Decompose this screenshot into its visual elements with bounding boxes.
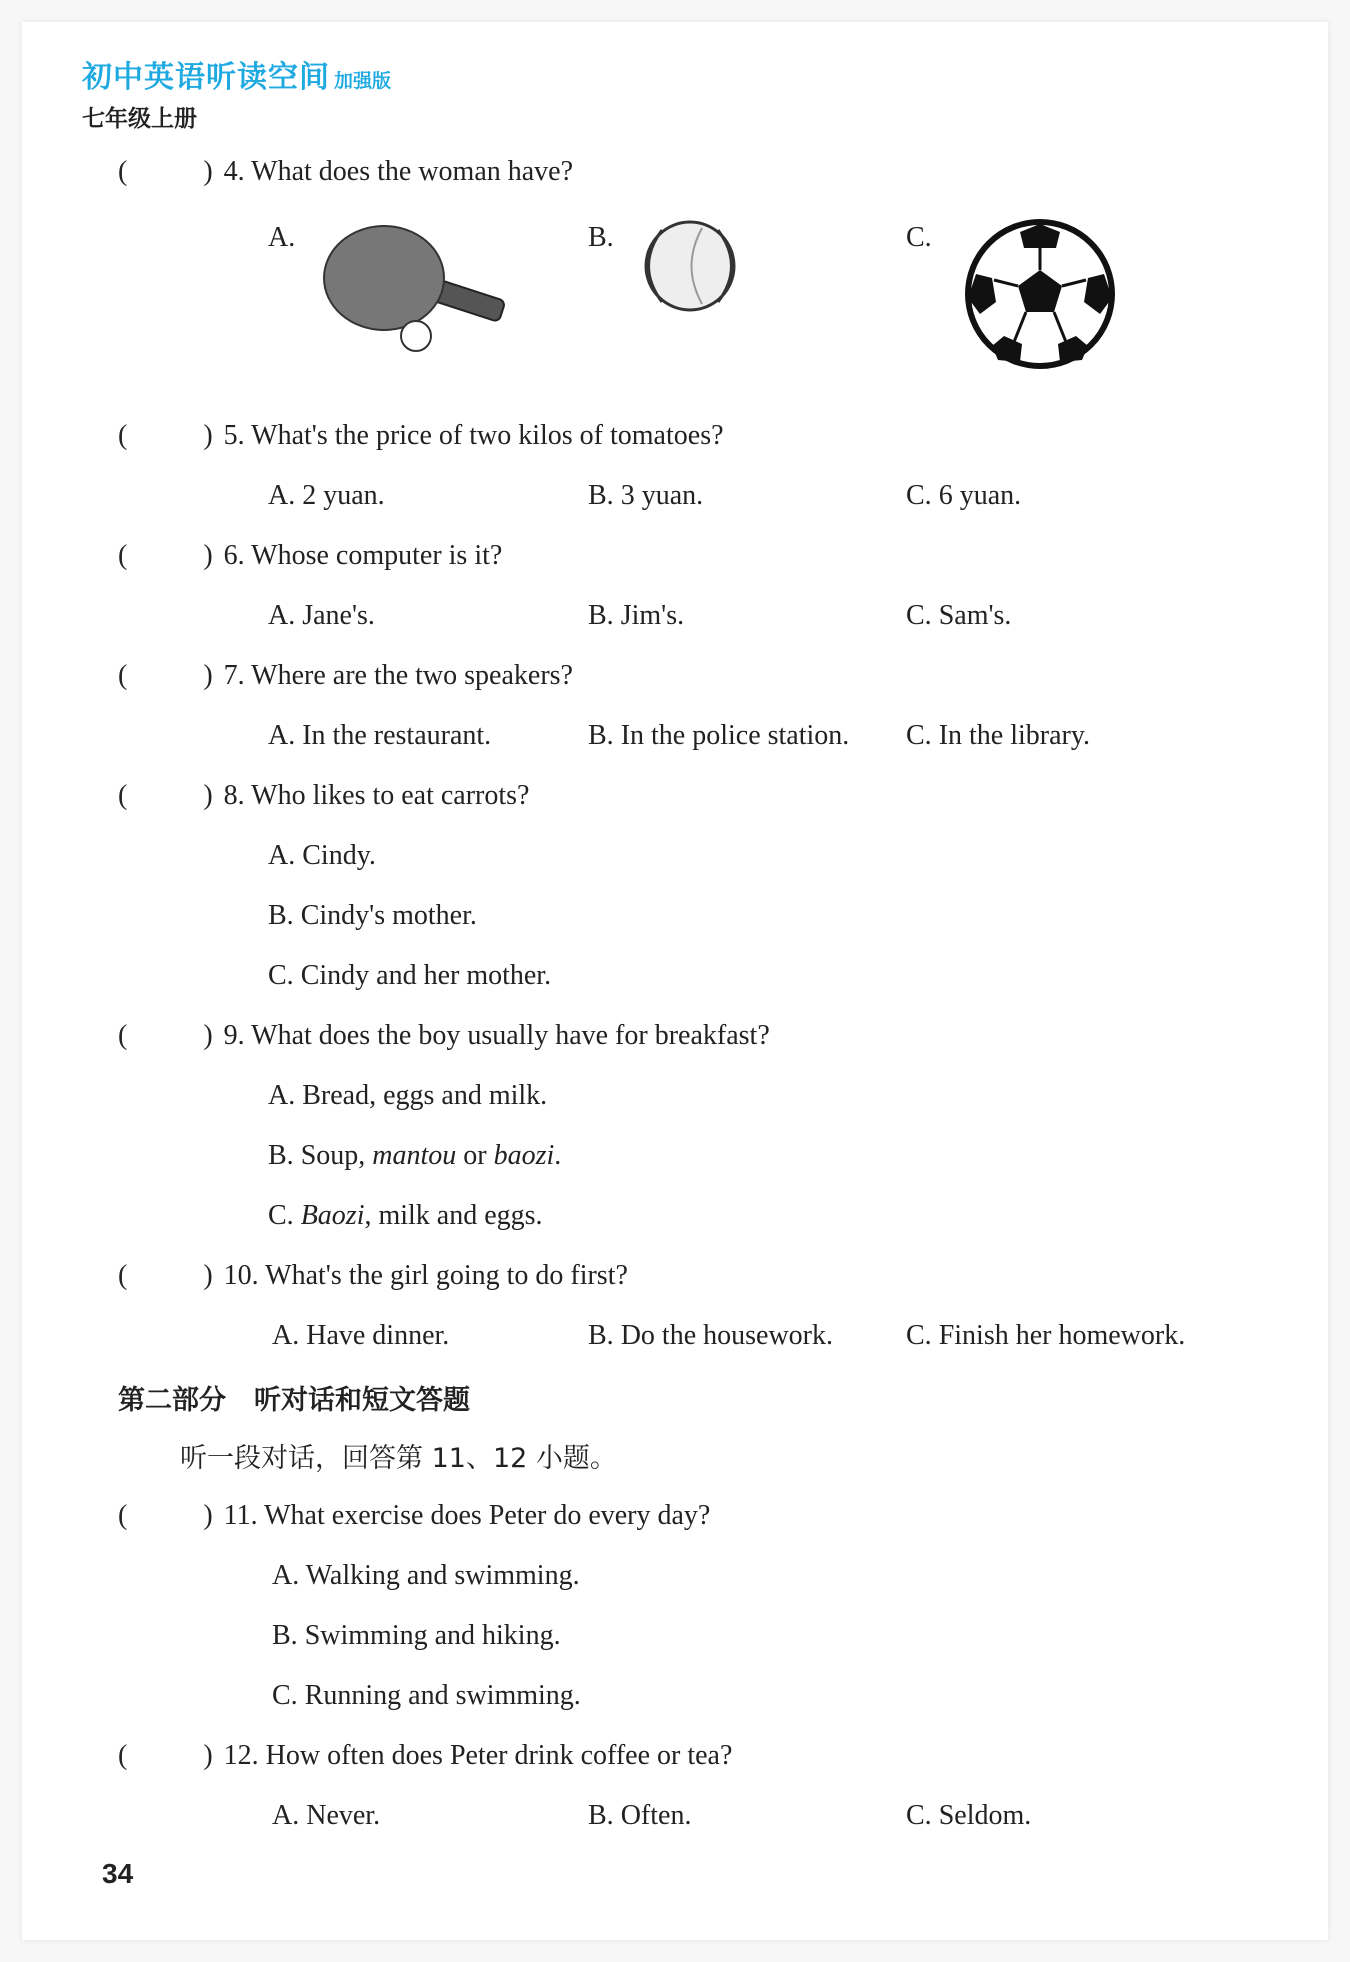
option-label: A.: [268, 720, 296, 751]
option-c: [906, 480, 1021, 512]
ping-pong-paddle-icon: [320, 216, 520, 362]
option-text: Jane's.: [302, 600, 375, 631]
option-c: [268, 960, 551, 992]
question-text: Whose computer is it?: [251, 540, 503, 571]
series-title: 初中英语听读空间: [82, 60, 330, 95]
section-part: 第二部分: [118, 1385, 226, 1416]
question-text: Where are the two speakers?: [251, 660, 573, 691]
answer-paren-close: ): [203, 156, 213, 187]
question-12: [118, 1740, 732, 1772]
option-label: C.: [906, 480, 932, 511]
question-number: 6.: [223, 540, 245, 571]
option-text: Bread, eggs and milk.: [302, 1080, 548, 1111]
option-c: [906, 720, 1090, 752]
question-number: 4.: [223, 156, 245, 187]
option-b: [588, 720, 849, 752]
question-text: What does the boy usually have for breakfast?: [251, 1020, 770, 1051]
section-instruction: 听一段对话，回答第 11、12 小题。: [180, 1443, 617, 1474]
answer-paren-open[interactable]: (: [118, 1260, 128, 1291]
question-number: 7.: [223, 660, 245, 691]
page-number: 34: [102, 1858, 134, 1889]
option-b: [588, 1320, 833, 1352]
option-label: C.: [906, 1320, 932, 1351]
option-label: A.: [272, 1320, 300, 1351]
option-label: A.: [268, 840, 296, 871]
question-number: 11.: [223, 1500, 258, 1531]
question-7: [118, 660, 573, 692]
option-label: B.: [588, 600, 614, 631]
option-a: [268, 720, 491, 752]
option-text: Cindy's mother.: [300, 900, 477, 931]
answer-paren-close: ): [203, 540, 213, 571]
answer-paren-close: ): [203, 420, 213, 451]
option-b: [588, 1800, 691, 1832]
option-label: B.: [588, 1320, 614, 1351]
answer-paren-open[interactable]: (: [118, 420, 128, 451]
question-number: 9.: [223, 1020, 245, 1051]
answer-paren-open[interactable]: (: [118, 540, 128, 571]
option-label: C.: [272, 1680, 298, 1711]
option-label: B.: [588, 720, 614, 751]
option-b: [588, 600, 684, 632]
option-text-part: Soup,: [300, 1140, 373, 1171]
section-heading: 听对话和短文答题: [254, 1385, 470, 1416]
option-label: C.: [268, 1200, 294, 1231]
option-text: Often.: [620, 1800, 692, 1831]
question-9: [118, 1020, 770, 1052]
question-number: 12.: [223, 1740, 259, 1771]
option-label: C.: [906, 720, 932, 751]
option-text-part: .: [554, 1140, 562, 1171]
option-label: A.: [268, 600, 296, 631]
question-number: 8.: [223, 780, 245, 811]
answer-paren-close: ): [203, 780, 213, 811]
answer-paren-open[interactable]: (: [118, 1740, 128, 1771]
option-c: [906, 600, 1011, 632]
option-text: Cindy and her mother.: [300, 960, 552, 991]
option-b: [268, 1140, 561, 1172]
answer-paren-close: ): [203, 1020, 213, 1051]
option-c: [268, 1200, 543, 1232]
option-text-part: , milk and eggs.: [364, 1200, 543, 1231]
question-5: [118, 420, 724, 452]
series-subtitle: 加强版: [334, 70, 392, 92]
option-b: [268, 900, 477, 932]
answer-paren-close: ): [203, 1260, 213, 1291]
option-text: Finish her homework.: [938, 1320, 1186, 1351]
answer-paren-open[interactable]: (: [118, 1020, 128, 1051]
option-text: Walking and swimming.: [305, 1560, 580, 1591]
option-a: [268, 840, 376, 872]
question-text: What's the girl going to do first?: [265, 1260, 628, 1291]
option-label: C.: [906, 600, 932, 631]
question-number: 10.: [223, 1260, 259, 1291]
option-a: [268, 1080, 547, 1112]
tennis-ball-icon: [642, 218, 738, 314]
option-a-label: A.: [268, 222, 296, 253]
answer-paren-close: ): [203, 660, 213, 691]
option-text: In the library.: [938, 720, 1091, 751]
option-text: Jim's.: [620, 600, 685, 631]
option-text-italic: Baozi: [300, 1200, 365, 1231]
question-text: What's the price of two kilos of tomatoes?: [251, 420, 724, 451]
question-text: What exercise does Peter do every day?: [264, 1500, 711, 1531]
option-text: 2 yuan.: [302, 480, 385, 511]
question-4: [118, 156, 573, 188]
question-number: 5.: [223, 420, 245, 451]
question-text: Who likes to eat carrots?: [251, 780, 530, 811]
grade-label: 七年级上册: [82, 106, 197, 132]
option-text-part: or: [456, 1140, 494, 1171]
option-label: B.: [272, 1620, 298, 1651]
option-c: [906, 1320, 1185, 1352]
option-text: Sam's.: [938, 600, 1012, 631]
option-text: Cindy.: [302, 840, 376, 871]
option-a: [268, 600, 375, 632]
option-text-italic: baozi: [493, 1140, 555, 1171]
answer-paren-open[interactable]: (: [118, 660, 128, 691]
option-text: Have dinner.: [306, 1320, 450, 1351]
option-label: B.: [268, 900, 294, 931]
answer-paren-close: ): [203, 1500, 213, 1531]
option-text: Never.: [306, 1800, 381, 1831]
option-label: A.: [268, 480, 296, 511]
option-text-italic: mantou: [372, 1140, 457, 1171]
option-text: In the restaurant.: [302, 720, 492, 751]
option-a: [272, 1560, 580, 1592]
section-title: [118, 1378, 470, 1417]
option-label: C.: [906, 1800, 932, 1831]
option-c: [906, 1800, 1031, 1832]
option-label: B.: [268, 1140, 294, 1171]
page-header: [82, 52, 391, 133]
option-c-label: C.: [906, 222, 932, 253]
answer-paren-open[interactable]: (: [118, 1500, 128, 1531]
option-text: Seldom.: [938, 1800, 1032, 1831]
option-b: [272, 1620, 561, 1652]
soccer-ball-icon: [964, 218, 1116, 370]
option-label: A.: [272, 1800, 300, 1831]
option-text: Running and swimming.: [304, 1680, 581, 1711]
question-8: [118, 780, 530, 812]
option-a: [272, 1320, 449, 1352]
option-text: Do the housework.: [620, 1320, 833, 1351]
answer-paren-open[interactable]: (: [118, 780, 128, 811]
question-text: How often does Peter drink coffee or tea?: [265, 1740, 733, 1771]
option-label: A.: [268, 1080, 296, 1111]
option-label: C.: [268, 960, 294, 991]
option-text: 3 yuan.: [620, 480, 704, 511]
question-text: What does the woman have?: [251, 156, 574, 187]
option-c: [272, 1680, 581, 1712]
answer-paren-open[interactable]: (: [118, 156, 128, 187]
question-6: [118, 540, 502, 572]
option-text: 6 yuan.: [938, 480, 1022, 511]
option-a: [272, 1800, 380, 1832]
answer-paren-close: ): [203, 1740, 213, 1771]
question-11: [118, 1500, 710, 1532]
option-a: [268, 480, 385, 512]
option-b: [588, 480, 703, 512]
option-label: A.: [272, 1560, 300, 1591]
option-label: B.: [588, 480, 614, 511]
option-b-label: B.: [588, 222, 614, 253]
option-label: B.: [588, 1800, 614, 1831]
question-10: [118, 1260, 628, 1292]
option-text: Swimming and hiking.: [304, 1620, 561, 1651]
option-text: In the police station.: [620, 720, 850, 751]
